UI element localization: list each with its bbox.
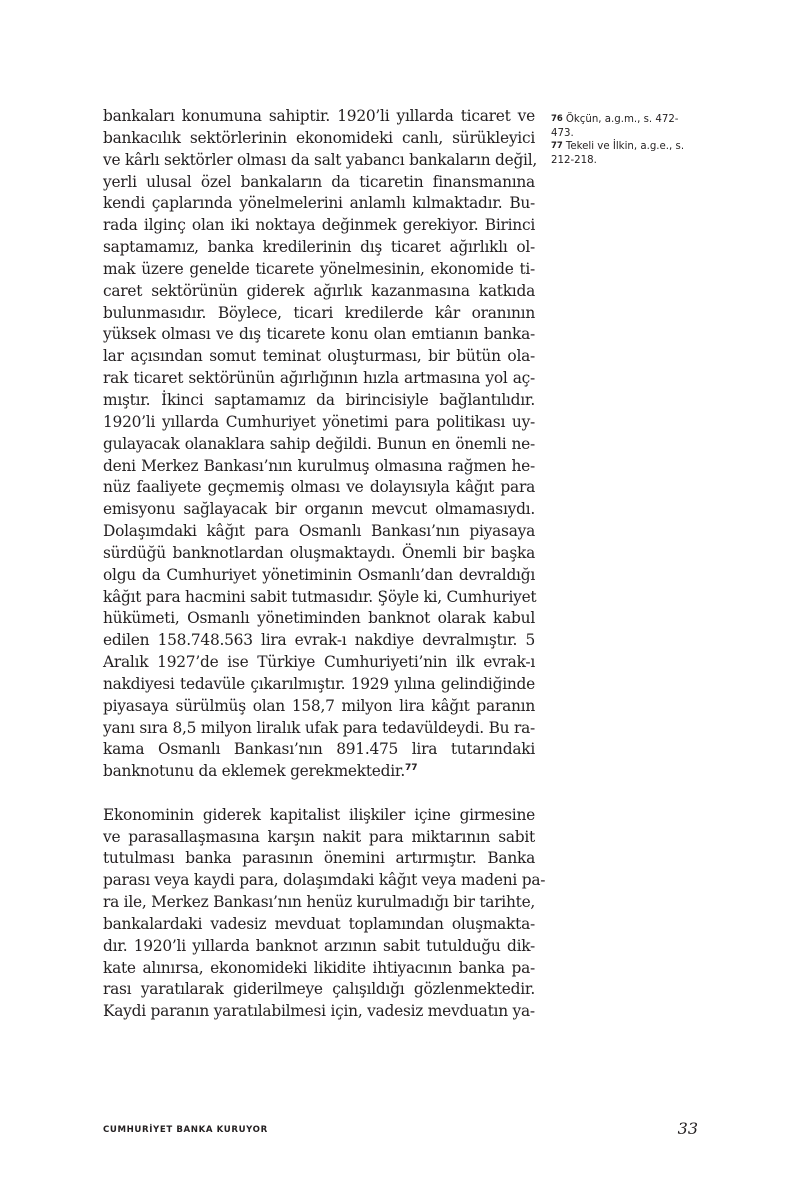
text-line: deni Merkez Bankası’nın kurulmuş olmasına rağmen he- <box>103 456 535 475</box>
text-line: dır. 1920’li yıllarda banknot arzının sabit tutulduğu dik- <box>103 936 535 955</box>
running-footer-title: CUMHURİYET BANKA KURUYOR <box>103 1125 268 1135</box>
text-line: banknotunu da eklemek gerekmektedir.$^{77}$ <box>103 762 418 781</box>
text-line: tutulması banka parasının önemini artırmıştır. Banka <box>103 849 535 868</box>
text-line: rası yaratılarak giderilmeye çalışıldığı gözlenmektedir. <box>103 980 535 999</box>
text-line: ra ile, Merkez Bankası’nın henüz kurulmadığı bir tarihte, <box>103 893 536 912</box>
text-line: lar açısından somut teminat oluşturması, bir bütün ola- <box>103 347 535 366</box>
text-line: nakdiyesi tedavüle çıkarılmıştır. 1929 yılına gelindiğinde <box>103 674 535 693</box>
text-line: ve parasallaşmasına karşın nakit para miktarının sabit <box>103 827 535 846</box>
text-line: bankacılık sektörlerinin ekonomideki canlı, sürükleyici <box>103 128 535 147</box>
text-line: edilen 158.748.563 lira evrak-ı nakdiye devralmıştır. 5 <box>103 631 535 650</box>
footnote-text: Tekeli ve İlkin, a.g.e., s. <box>565 141 685 153</box>
text-line: gulayacak olanaklara sahip değildi. Bunun en önemli ne- <box>103 434 535 453</box>
footnote-77 <box>551 140 701 167</box>
footnote-number: 76 <box>551 114 563 124</box>
footnote-line: 212-218. <box>551 154 597 166</box>
text-line: Kaydi paranın yaratılabilmesi için, vadesiz mevduatın ya- <box>103 1002 535 1021</box>
text-line: rak ticaret sektörünün ağırlığının hızla artmasına yol aç- <box>103 369 535 388</box>
text-line: mıştır. İkinci saptamamız da birincisiyle bağlantılıdır. <box>103 390 535 409</box>
text-line: yerli ulusal özel bankaların da ticaretin finansmanına <box>103 172 535 191</box>
text-line: kate alınırsa, ekonomideki likidite ihtiyacının banka pa- <box>103 958 535 977</box>
text-line: emisyonu sağlayacak bir organın mevcut olmamasıydı. <box>103 500 535 519</box>
text-line: olgu da Cumhuriyet yönetiminin Osmanlı’dan devraldığı <box>103 565 535 584</box>
text-line: bankalardaki vadesiz mevduat toplamından oluşmakta- <box>103 914 535 933</box>
body-paragraph-2 <box>103 805 546 1023</box>
text-line: mak üzere genelde ticarete yönelmesinin, ekonomide ti- <box>103 259 535 278</box>
footnote-line: 473. <box>551 127 574 139</box>
text-line: kendi çaplarında yönelmelerini anlamlı kılmaktadır. Bu- <box>103 194 535 213</box>
text-line: yanı sıra 8,5 milyon liralık ufak para tedavüldeydi. Bu ra- <box>103 718 535 737</box>
text-line: caret sektörünün giderek ağırlık kazanmasına katkıda <box>103 281 535 300</box>
text-line: sürdüğü banknotlardan oluşmaktaydı. Önemli bir başka <box>103 543 535 562</box>
text-line: Ekonominin giderek kapitalist ilişkiler içine girmesine <box>103 805 535 824</box>
text-line: parası veya kaydi para, dolaşımdaki kâğıt veya madeni pa- <box>103 871 546 890</box>
text-line: kâğıt para hacmini sabit tutmasıdır. Şöyle ki, Cumhuriyet <box>103 587 537 606</box>
text-line: bankaları konumuna sahiptir. 1920’li yıllarda ticaret ve <box>103 107 535 125</box>
text-line: kama Osmanlı Bankası’nın 891.475 lira tutarındaki <box>103 740 535 759</box>
text-line: Aralık 1927’de ise Türkiye Cumhuriyeti’nin ilk evrak-ı <box>103 653 535 672</box>
footnote-text: Ökçün, a.g.m., s. 472- <box>565 114 679 125</box>
text-line: Dolaşımdaki kâğıt para Osmanlı Bankası’nın piyasaya <box>103 522 535 541</box>
footnote-number: 77 <box>551 141 563 152</box>
footnote-reference[interactable]: 77 <box>404 763 418 774</box>
text-line: saptamamız, banka kredilerinin dış ticaret ağırlıklı ol- <box>103 238 535 257</box>
text-line: piyasaya sürülmüş olan 158,7 milyon lira kâğıt paranın <box>103 696 535 715</box>
footnote-line <box>551 140 701 154</box>
text-line: bulunmasıdır. Böylece, ticari kredilerde kâr oranının <box>103 303 535 322</box>
text-line: ve kârlı sektörler olması da salt yabancı bankaların değil, <box>103 150 538 169</box>
footnote-76 <box>551 113 701 140</box>
footnote-line <box>551 113 701 127</box>
text-line: 1920’li yıllarda Cumhuriyet yönetimi para politikası uy- <box>103 412 535 431</box>
text-line: nüz faaliyete geçmemiş olması ve dolayısıyla kâğıt para <box>103 478 535 497</box>
main-text-column <box>103 106 546 1023</box>
page-number: 33 <box>677 1119 698 1138</box>
footnotes-margin <box>551 113 701 167</box>
text-line: rada ilginç olan iki noktaya değinmek gerekiyor. Birinci <box>103 216 535 235</box>
body-paragraph-1 <box>103 106 538 783</box>
text-line: hükümeti, Osmanlı yönetiminden banknot olarak kabul <box>103 609 535 628</box>
text-line: yüksek olması ve dış ticarete konu olan emtianın banka- <box>103 325 535 344</box>
